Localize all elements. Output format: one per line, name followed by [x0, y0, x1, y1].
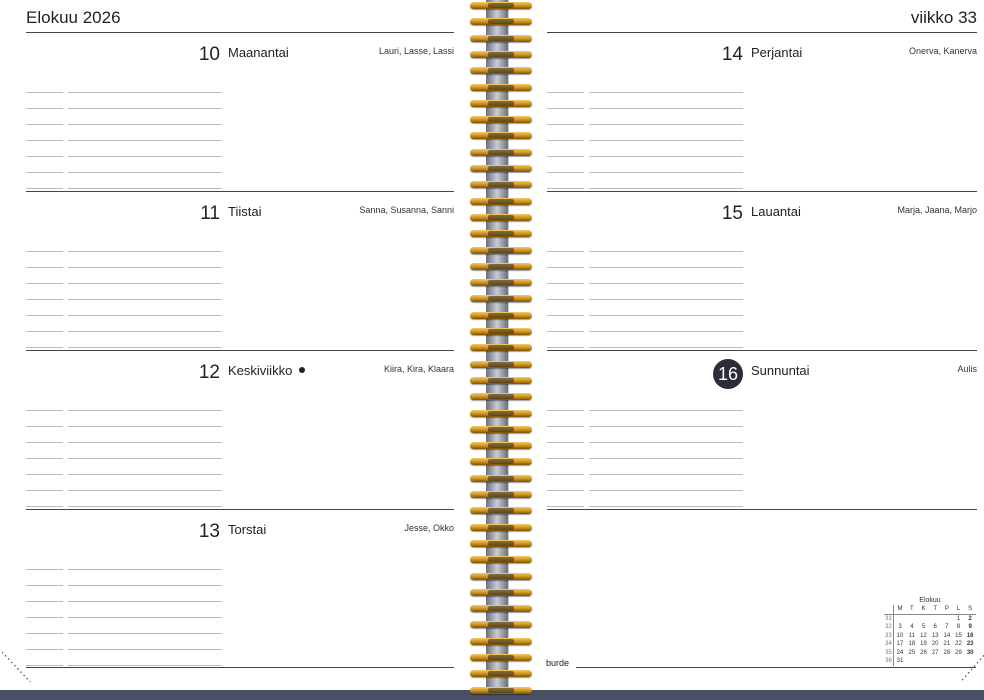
day-name-wrap	[228, 363, 305, 378]
day-name: Perjantai	[751, 45, 803, 60]
spiral-ring	[470, 214, 532, 221]
day-friday[interactable]	[547, 32, 977, 191]
date-cell: 9	[968, 624, 972, 631]
spiral-ring	[470, 344, 532, 351]
bottom-rule	[26, 667, 454, 668]
date-cell: 12	[920, 632, 927, 639]
date-cell: 7	[945, 624, 949, 631]
weekday-label: T	[906, 605, 918, 614]
name-days: Sanna, Susanna, Sanni	[359, 205, 454, 215]
date-cell: 10	[896, 632, 904, 639]
spiral-ring	[470, 84, 532, 91]
spiral-ring	[470, 524, 532, 531]
date-cell: 25	[908, 649, 916, 656]
spiral-ring	[470, 198, 532, 205]
date-cell: 23	[966, 641, 974, 648]
date-cell: 21	[943, 641, 951, 648]
note-lines[interactable]	[26, 554, 222, 666]
note-lines[interactable]	[26, 236, 222, 348]
weekday-label: M	[894, 605, 907, 614]
spiral-ring	[470, 35, 532, 42]
date-cell: 1	[956, 615, 961, 622]
date-cell: 24	[896, 649, 904, 656]
week-row	[884, 614, 976, 623]
spiral-ring	[470, 279, 532, 286]
spiral-ring	[470, 605, 532, 612]
day-name: Keskiviikko	[228, 363, 293, 378]
week-row	[884, 649, 976, 658]
day-number: 11	[200, 203, 220, 224]
weekday-label: T	[929, 605, 941, 614]
left-page	[0, 0, 487, 690]
date-cell	[906, 657, 918, 666]
spiral-ring	[470, 589, 532, 596]
bottom-rule	[576, 667, 976, 668]
week-row	[884, 632, 976, 641]
date-cell: 6	[933, 624, 937, 631]
day-wednesday[interactable]	[26, 350, 454, 509]
mini-calendar-grid	[884, 605, 976, 666]
week-row	[884, 657, 976, 666]
week-row	[884, 640, 976, 649]
date-cell: 31	[896, 658, 904, 665]
weekday-label: L	[953, 605, 965, 614]
date-cell	[941, 657, 953, 666]
spiral-ring	[470, 165, 532, 172]
week-number: 32	[885, 624, 892, 631]
spiral-ring	[470, 230, 532, 237]
date-cell: 26	[920, 649, 927, 656]
name-days: Onerva, Kanerva	[908, 46, 977, 56]
spiral-ring	[470, 361, 532, 368]
spiral-ring	[470, 393, 532, 400]
day-name: Maanantai	[228, 45, 289, 60]
spiral-ring	[470, 458, 532, 465]
week-number: 36	[885, 658, 892, 665]
spiral-ring	[470, 426, 532, 433]
date-cell	[941, 614, 953, 623]
day-number: 15	[721, 203, 743, 224]
date-cell	[894, 614, 907, 623]
page-corner-dots	[2, 652, 32, 682]
name-days: Jesse, Okko	[404, 523, 454, 533]
date-cell	[906, 614, 918, 623]
spiral-ring	[470, 670, 532, 677]
spiral-ring	[470, 149, 532, 156]
week-number: 34	[885, 641, 892, 648]
date-cell: 5	[921, 624, 926, 631]
spiral-ring	[470, 410, 532, 417]
day-number: 13	[198, 521, 220, 542]
month-title: Elokuu 2026	[26, 8, 121, 27]
notes-rule	[547, 509, 977, 510]
day-number: 10	[198, 44, 220, 65]
spiral-ring	[470, 507, 532, 514]
date-cell	[964, 657, 976, 666]
date-cell: 15	[955, 632, 962, 639]
spiral-ring	[470, 263, 532, 270]
spiral-ring	[470, 116, 532, 123]
date-cell: 22	[955, 641, 962, 648]
date-cell: 27	[931, 649, 939, 656]
day-thursday[interactable]	[26, 509, 454, 668]
mini-calendar	[884, 597, 976, 666]
spiral-ring	[470, 312, 532, 319]
date-cell: 17	[896, 641, 904, 648]
brand-label: burde	[546, 658, 570, 668]
spiral-ring	[470, 51, 532, 58]
spiral-ring	[470, 540, 532, 547]
spiral-ring	[470, 377, 532, 384]
weekday-label: P	[941, 605, 953, 614]
spiral-ring	[470, 556, 532, 563]
day-number: 14	[721, 44, 743, 65]
date-cell: 18	[908, 641, 916, 648]
date-cell: 29	[955, 649, 962, 656]
spiral-ring	[470, 475, 532, 482]
spiral-ring	[470, 100, 532, 107]
date-cell	[918, 614, 930, 623]
date-cell	[929, 614, 941, 623]
spiral-ring	[470, 18, 532, 25]
spiral-ring	[470, 442, 532, 449]
date-cell	[953, 657, 965, 666]
spiral-ring	[470, 491, 532, 498]
spiral-ring	[470, 295, 532, 302]
spiral-ring	[470, 132, 532, 139]
date-cell: 20	[931, 641, 939, 648]
name-days: Marja, Jaana, Marjo	[897, 205, 977, 215]
date-cell: 2	[968, 615, 972, 622]
spiral-ring	[470, 247, 532, 254]
week-number: 33	[885, 632, 892, 639]
new-moon-icon	[299, 367, 305, 373]
date-cell: 19	[920, 641, 927, 648]
week-title: viikko 33	[910, 8, 977, 27]
day-monday[interactable]	[26, 32, 454, 191]
date-cell: 11	[908, 632, 915, 639]
day-tuesday[interactable]	[26, 191, 454, 350]
day-name: Sunnuntai	[751, 363, 810, 378]
spiral-ring	[470, 638, 532, 645]
day-number-sunday-badge: 16	[713, 359, 743, 389]
note-lines[interactable]	[547, 395, 743, 507]
day-name: Torstai	[228, 522, 267, 537]
day-name: Tiistai	[228, 204, 262, 219]
date-cell: 30	[966, 649, 974, 656]
spiral-ring	[470, 181, 532, 188]
note-lines[interactable]	[547, 77, 743, 189]
date-cell	[918, 657, 930, 666]
spiral-ring	[470, 621, 532, 628]
weekday-header-row	[884, 605, 976, 614]
right-page	[508, 0, 984, 690]
spiral-ring	[470, 67, 532, 74]
date-cell: 3	[898, 624, 902, 631]
day-number: 12	[198, 362, 220, 383]
day-sunday[interactable]	[547, 350, 977, 509]
date-cell: 13	[931, 632, 939, 639]
note-lines[interactable]	[547, 236, 743, 348]
date-cell: 8	[956, 624, 961, 631]
mini-calendar-title: Elokuu	[919, 597, 941, 604]
date-cell: 14	[943, 632, 951, 639]
spiral-ring	[470, 2, 532, 9]
day-name: Lauantai	[751, 204, 801, 219]
spiral-ring	[470, 573, 532, 580]
date-cell	[929, 657, 941, 666]
note-lines[interactable]	[26, 77, 222, 189]
weekday-label: S	[964, 605, 976, 614]
name-days: Kiira, Kira, Klaara	[383, 364, 454, 374]
name-days: Lauri, Lasse, Lassi	[378, 46, 454, 56]
spiral-ring	[470, 654, 532, 661]
weekday-label: K	[918, 605, 930, 614]
note-lines[interactable]	[26, 395, 222, 507]
date-cell: 4	[910, 624, 914, 631]
date-cell: 28	[943, 649, 951, 656]
week-number: 31	[885, 615, 892, 622]
name-days: Aulis	[957, 364, 977, 374]
spiral-ring	[470, 687, 532, 694]
week-row	[884, 623, 976, 632]
spiral-ring	[470, 328, 532, 335]
week-number: 35	[885, 649, 892, 656]
date-cell: 16	[966, 632, 974, 639]
day-saturday[interactable]	[547, 191, 977, 350]
